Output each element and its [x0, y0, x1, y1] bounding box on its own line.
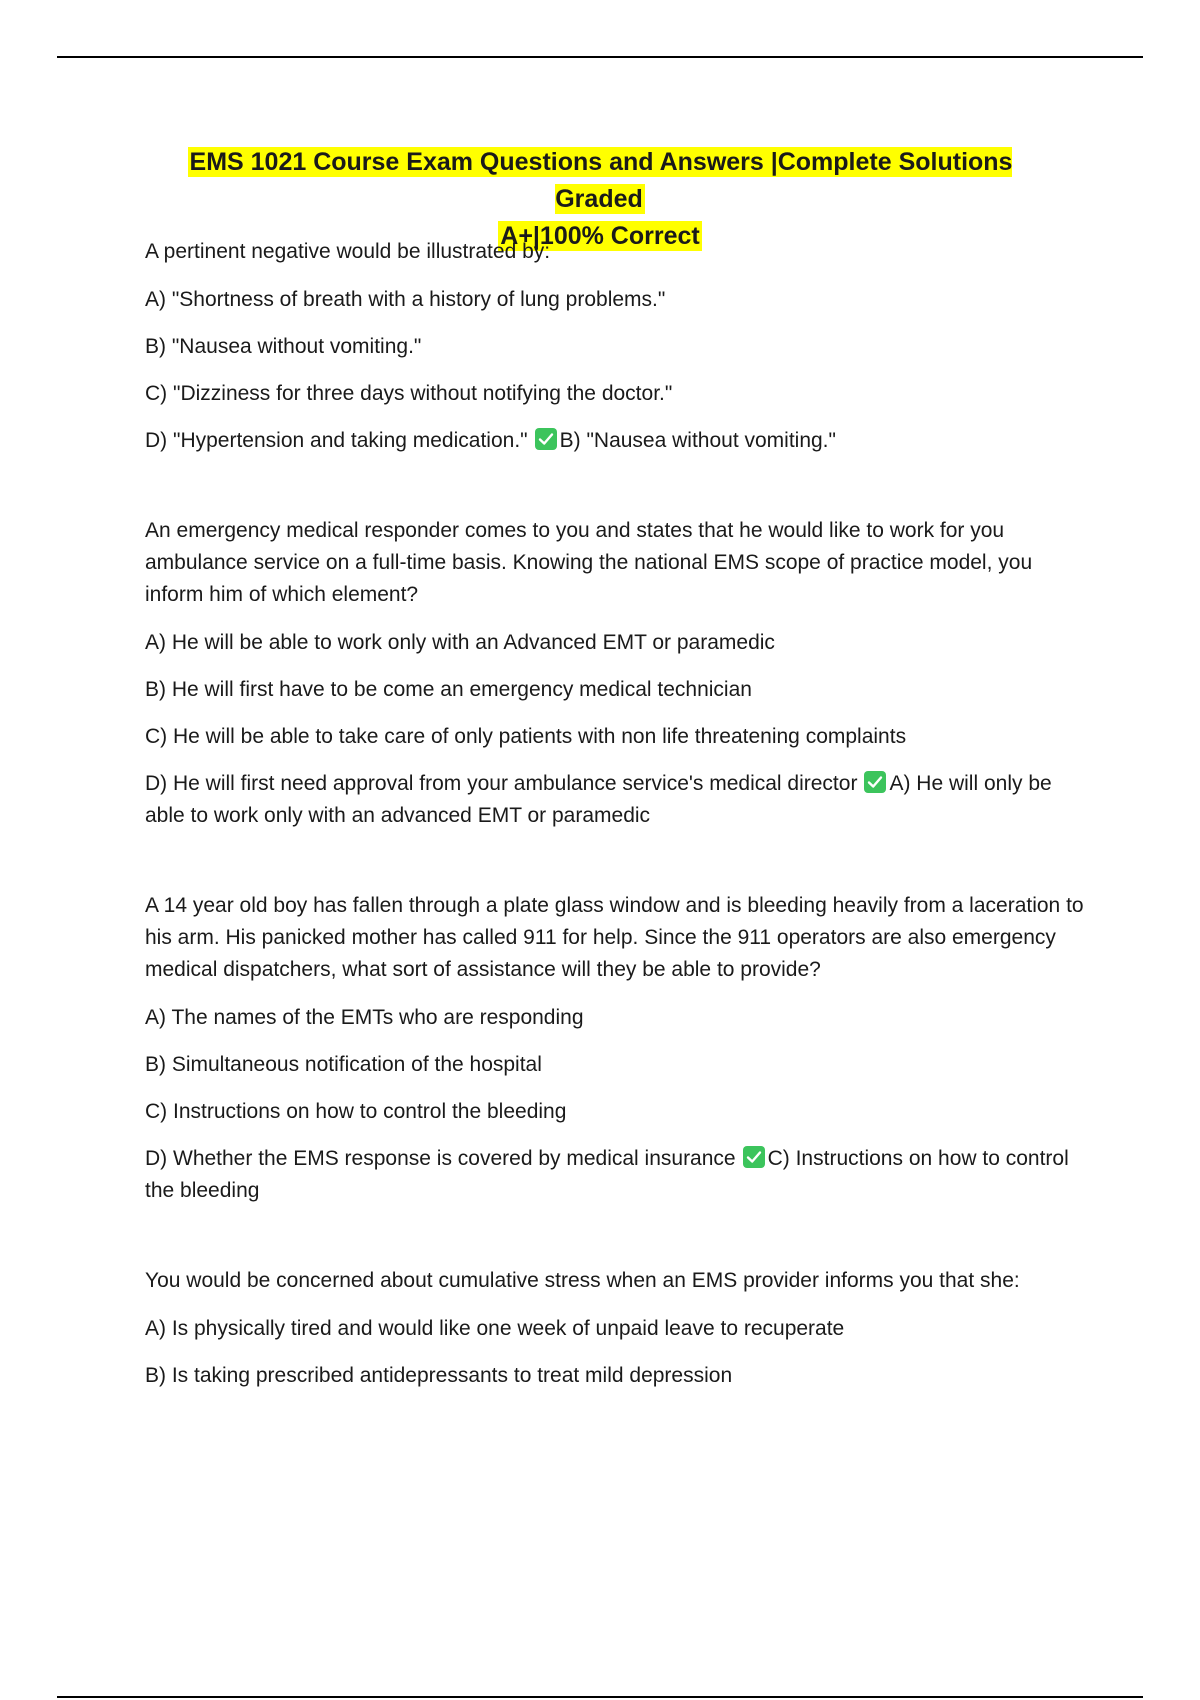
option-b: B) Simultaneous notification of the hospital [145, 1053, 542, 1076]
correct-answer: B) "Nausea without vomiting." [559, 429, 836, 452]
option-a: A) Is physically tired and would like one week of unpaid leave to recuperate [145, 1317, 845, 1340]
check-mark-icon [535, 428, 557, 450]
option-c: C) "Dizziness for three days without notifying the doctor." [145, 382, 673, 405]
check-mark-icon [743, 1146, 765, 1168]
correct-answer: C) Instructions on how to control the bleeding [145, 1147, 1069, 1202]
correct-answer: A) He will only be able to work only with an advanced EMT or paramedic [145, 772, 1052, 827]
question-text: A pertinent negative would be illustrated by: [145, 240, 551, 263]
bottom-rule [57, 1696, 1143, 1698]
top-rule [57, 56, 1143, 58]
question-block [145, 1265, 1085, 1392]
option-d: D) He will first need approval from your ambulance service's medical director [145, 772, 858, 795]
option-a: A) He will be able to work only with an Advanced EMT or paramedic [145, 631, 775, 654]
option-b: B) "Nausea without vomiting." [145, 335, 422, 358]
option-d-with-answer [145, 425, 1085, 457]
option-d-with-answer [145, 768, 1085, 832]
questions-container [145, 236, 1085, 1450]
question-block [145, 515, 1085, 832]
option-a: A) "Shortness of breath with a history of lung problems." [145, 288, 666, 311]
option-c: C) Instructions on how to control the bleeding [145, 1100, 567, 1123]
option-b: B) Is taking prescribed antidepressants to treat mild depression [145, 1364, 733, 1387]
title-line-1: EMS 1021 Course Exam Questions and Answers |Complete Solutions Graded [189, 148, 1013, 213]
title-line-2: A+|100% Correct [500, 222, 700, 250]
question-block [145, 236, 1085, 457]
option-b: B) He will first have to be come an emergency medical technician [145, 678, 752, 701]
question-text: A 14 year old boy has fallen through a plate glass window and is bleeding heavily from a laceration to his arm. His panicked mother has called 911 for help. Since the 911 operators are also emergency medical dispatchers, what sort of assistance will they be able to provide? [145, 894, 1084, 981]
option-d: D) "Hypertension and taking medication." [145, 429, 528, 452]
option-c: C) He will be able to take care of only patients with non life threatening complaints [145, 725, 907, 748]
option-a: A) The names of the EMTs who are responding [145, 1006, 584, 1029]
option-d: D) Whether the EMS response is covered by medical insurance [145, 1147, 736, 1170]
check-mark-icon [864, 771, 886, 793]
question-text: An emergency medical responder comes to you and states that he would like to work for you ambulance service on a full-time basis. Knowing the national EMS scope of practice model, you inform him of which element? [145, 519, 1033, 606]
option-d-with-answer [145, 1143, 1085, 1207]
question-text: You would be concerned about cumulative stress when an EMS provider informs you that she: [145, 1269, 1020, 1292]
question-block [145, 890, 1085, 1207]
